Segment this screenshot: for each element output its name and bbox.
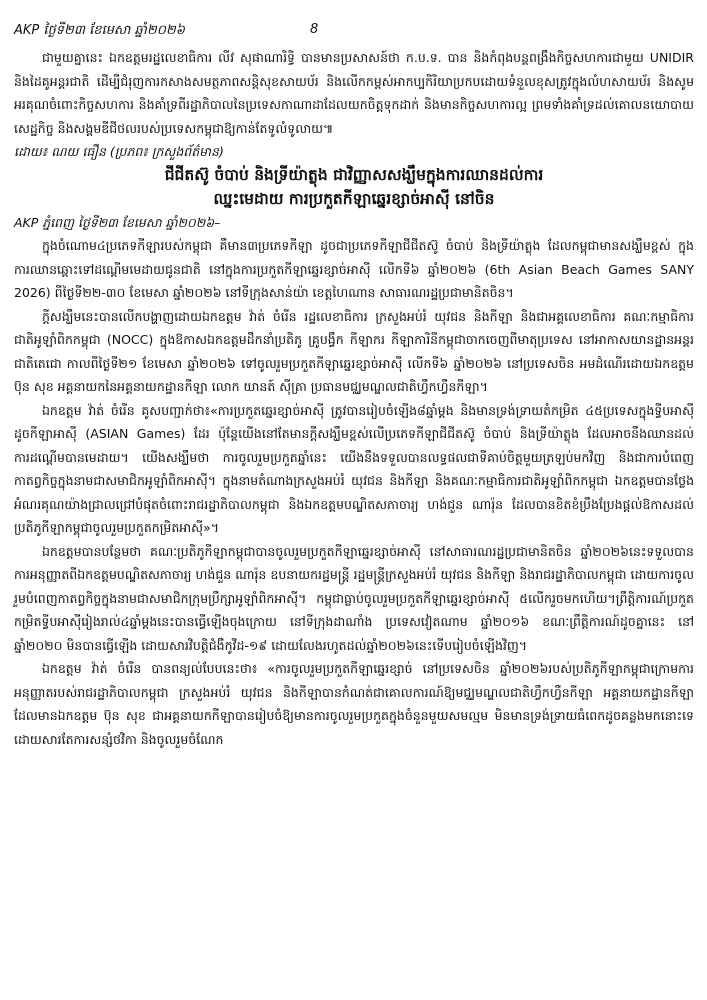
article-paragraph: ក្តីសង្ឃឹមនេះបានលើកបង្ហាញដោយឯកឧត្តម វ៉ាត់ ចំរើន រដ្ឋលេខាធិការ ក្រសួងអប់រំ យុវជន និងកីឡា និងជាអគ្គលេខាធិការ គណៈកម្មាធិការជាតិអូឡាំពិកកម្ពុជា (NOCC) ក្នុងឱកាសឯកឧត្តមដឹកនាំប្រតិភូ គ្រូបង្វឹក កីឡាករ កីឡាការិនីកម្ពុជាចាកចេញពីមាតុប្រទេស នៅអាកាសយានដ្ឋានអន្តរជាតិតេជោ កាលពីថ្ងៃទី២១ ខែមេសា ឆ្នាំ២០២៦ ទៅចូលរួមប្រកួតកីឡាឆ្នេរខ្សាច់អាស៊ី លើកទី៦ ឆ្នាំ២០២៦ នៅប្រទេសចិន អមដំណើរដោយឯកឧត្តម ប៊ុន សុខ អគ្គនាយកនៃអគ្គនាយកដ្ឋានកីឡា លោក យានត៍ ស៊ីត្រា ប្រធានមជ្ឈមណ្ឌលជាតិហ្វឹកហ្វឺនកីឡា។ [14,308,694,394]
article-paragraph: ឯកឧត្តម វ៉ាត់ ចំរើន គូសបញ្ជាក់ថា៖«ការប្រកួតឆ្នេរខ្សាច់អាស៊ី ត្រូវបានរៀបចំឡើង៨ឆ្នាំម្តង និងមានទ្រង់ទ្រាយតំកម្រិត ៤៥ប្រទេសក្នុងទ្វីបអាស៊ី ដូចកីឡាអាស៊ី (ASIAN Games) ដែរ ប៉ុន្តែយើងនៅតែមានក្តីសង្ឃឹមខ្ពស់លើប្រភេទកីឡាជីជីតស៊ូ ចំបាប់ និងទ្រីយ៉ាត្លុង ដែលអាចនឹងឈានដល់ការដណ្តើមបានមេដាយ។ យើងសង្ឃឹមថា ការចូលរួមប្រកួតឆ្នាំនេះ យើងនឹងទទួលបានលទ្ធផលជាទីគាប់ចិត្តមួយត្រឡប់មកវិញ និងជាការបំពេញកាតព្វកិច្ចក្នុងនាមជាសមាជិកអូឡាំពិកអាស៊ី។ ក្នុងនាមតំណាងក្រសួងអប់រំ យុវជន និងកីឡា និងគណៈកម្មាធិការជាតិអូឡាំពិកកម្ពុជា ឯកឧត្តមបានថ្លែងអំណរគុណយ៉ាងជ្រាលជ្រៅបំផុតចំពោះរាជរដ្ឋាភិបាលកម្ពុជា និងឯកឧត្តមបណ្ឌិតសភាចារ្យ ហង់ជួន ណារ៉ុន ដែលបានខិតខំប្រឹងប្រែងផ្តល់ឱកាសដល់ប្រតិភូកីឡាកម្ពុជាចូលរួមប្រកួតកម្រិតអាស៊ី»។ [14,402,694,535]
header-publication-date: AKP ថ្ងៃទី២៣ ខែមេសា ឆ្នាំ២០២៦ [14,23,185,38]
previous-article-closing-paragraph: ជាមួយគ្នានេះ ឯកឧត្តមរដ្ឋលេខាធិការ លីវ សុផាណារិទ្ធិ បានមានប្រសាសន៍ថា ក.ប.ទ. បាន និងកំពុងបន្តពង្រឹងកិច្ចសហការជាមួយ UNIDIR និងដៃគូអន្តរជាតិ ដើម្បីជំរុញការកសាងសមត្ថភាពសន្តិសុខសាយប័រ និងលើកកម្ពស់អាកប្បកិរិយាប្រកបដោយទំនួលខុសត្រូវក្នុងលំហសាយប័រ និងសូមអរគុណចំពោះកិច្ចសហការ និងគាំទ្រពីរដ្ឋាភិបាលនៃប្រទេសកាណាដាដែលយកចិត្តទុកដាក់ និងមានកិច្ចសហការល្អ ព្រមទាំងគាំទ្រដល់គោលនយោបាយសេដ្ឋកិច្ច និងសង្គមឌីជីថលរបស់ប្រទេសកម្ពុជាឱ្យកាន់តែទូលំទូលាយ៕ [14,50,694,136]
article-paragraph: ឯកឧត្តមបានបន្ថែមថា គណៈប្រតិភូកីឡាកម្ពុជាបានចូលរួមប្រកួតកីឡាឆ្នេរខ្សាច់អាស៊ី នៅសាធារណរដ្ឋប្រជាមានិតចិន ឆ្នាំ២០២៦នេះទទួលបានការអនុញ្ញាតពីឯកឧត្តមបណ្ឌិតសភាចារ្យ ហង់ជួន ណារ៉ុន ឧបនាយករដ្ឋមន្ត្រី រដ្ឋមន្ត្រីក្រសួងអប់រំ យុវជន និងកីឡា និងរាជរដ្ឋាភិបាលកម្ពុជា ដោយការចូលរួមបំពេញកាតព្វកិច្ចក្នុងនាមជាសមាជិកក្រុមប្រឹក្សាអូឡាំពិកអាស៊ី។ កម្ពុជាធ្លាប់ចូលរួមប្រកួតកីឡាឆ្នេរខ្សាច់អាស៊ី ៥លើករួចមកហើយ។ព្រឹត្តិការណ៍ប្រកួតកម្រិតទ្វីបអាស៊ីរៀងរាល់៤ឆ្នាំម្តងនេះបានធ្វើឡើងចុងក្រោយ នៅទីក្រុងដាណាំង ប្រទេសវៀតណាម ឆ្នាំ២០១៦ ខណៈព្រឹត្តិការណ៍ដូចគ្នានេះ នៅឆ្នាំ២០២០ មិនបានធ្វើឡើង ដោយសារវិបត្តិជំងឺកូវីដ-១៩ ដោយលែងរហូតដល់ឆ្នាំ២០២៦នេះទើបរៀបចំឡើងវិញ។ [14,543,694,653]
article-title-line-1: ជីជីតស៊ូ ចំបាប់ និងទ្រីយ៉ាត្លុង ជាវិញ្ញាសសង្ឃឹមក្នុងការឈានដល់ការ [164,166,544,184]
article-dateline: AKP ភ្នំពេញ ថ្ងៃទី២៣ ខែមេសា ឆ្នាំ២០២៦– [14,215,221,230]
page-number: 8 [310,22,319,37]
previous-article-byline: ដោយ៖ ណយ ធឿន (ប្រភព៖ ក្រសួងព័ត៌មាន) [14,144,224,159]
article-paragraph: ក្នុងចំណោម៤ប្រភេទកីឡារបស់កម្ពុជា គឺមាន៣ប្រភេទកីឡា ដូចជាប្រភេទកីឡាជីជីតស៊ូ ចំបាប់ និងទ្រីយ៉ាត្លុង ដែលកម្ពុជាមានសង្ឃឹមខ្ពស់ ក្នុងការឈានឆ្ពោះទៅដណ្ដើមមេដាយជូនជាតិ នៅក្នុងការប្រកួតកីឡាឆ្នេរខ្សាច់អាស៊ី លើកទី៦ ឆ្នាំ២០២៦ (6th Asian Beach Games SANY 2026) ពីថ្ងៃទី២២-៣០ ខែមេសា ឆ្នាំ២០២៦ នៅទីក្រុងសាន់យ៉ា ខេត្តហៃណាន សាធារណរដ្ឋប្រជាមានិតចិន។ [14,238,694,300]
article-title-line-2: ឈ្នះមេដាយ ការប្រកួតកីឡាឆ្នេរខ្សាច់អាស៊ី នៅចិន [213,190,495,208]
page-header [14,22,694,42]
article-paragraph: ឯកឧត្តម វ៉ាត់ ចំរើន បានពន្យល់បែបនេះថា៖ «ការចូលរួមប្រកួតកីឡាឆ្នេរខ្សាច់ នៅប្រទេសចិន ឆ្នាំ២០២៦របស់ប្រតិភូកីឡាកម្ពុជាក្រោមការអនុញ្ញាតរបស់រាជរដ្ឋាភិបាលកម្ពុជា ក្រសួងអប់រំ យុវជន និងកីឡាបានកំណត់ជាគោលការណ៍ឱ្យមជ្ឈមណ្ឌលជាតិហ្វឹកហ្វឺនកីឡា អគ្គនាយកដ្ឋានកីឡា ដែលមានឯកឧត្តម ប៊ុន សុខ ជាអគ្គនាយកកីឡាបានរៀបចំឱ្យមានការចូលរួមប្រកួតក្នុងចំនួនមួយសមល្មម មិនមានទ្រង់ទ្រាយធំពេកដូចគន្លងមកនោះទេ ដោយសារតែការសន្សំថវិកា និងចូលរួមចំណែក [14,661,694,747]
article-body [14,46,694,751]
